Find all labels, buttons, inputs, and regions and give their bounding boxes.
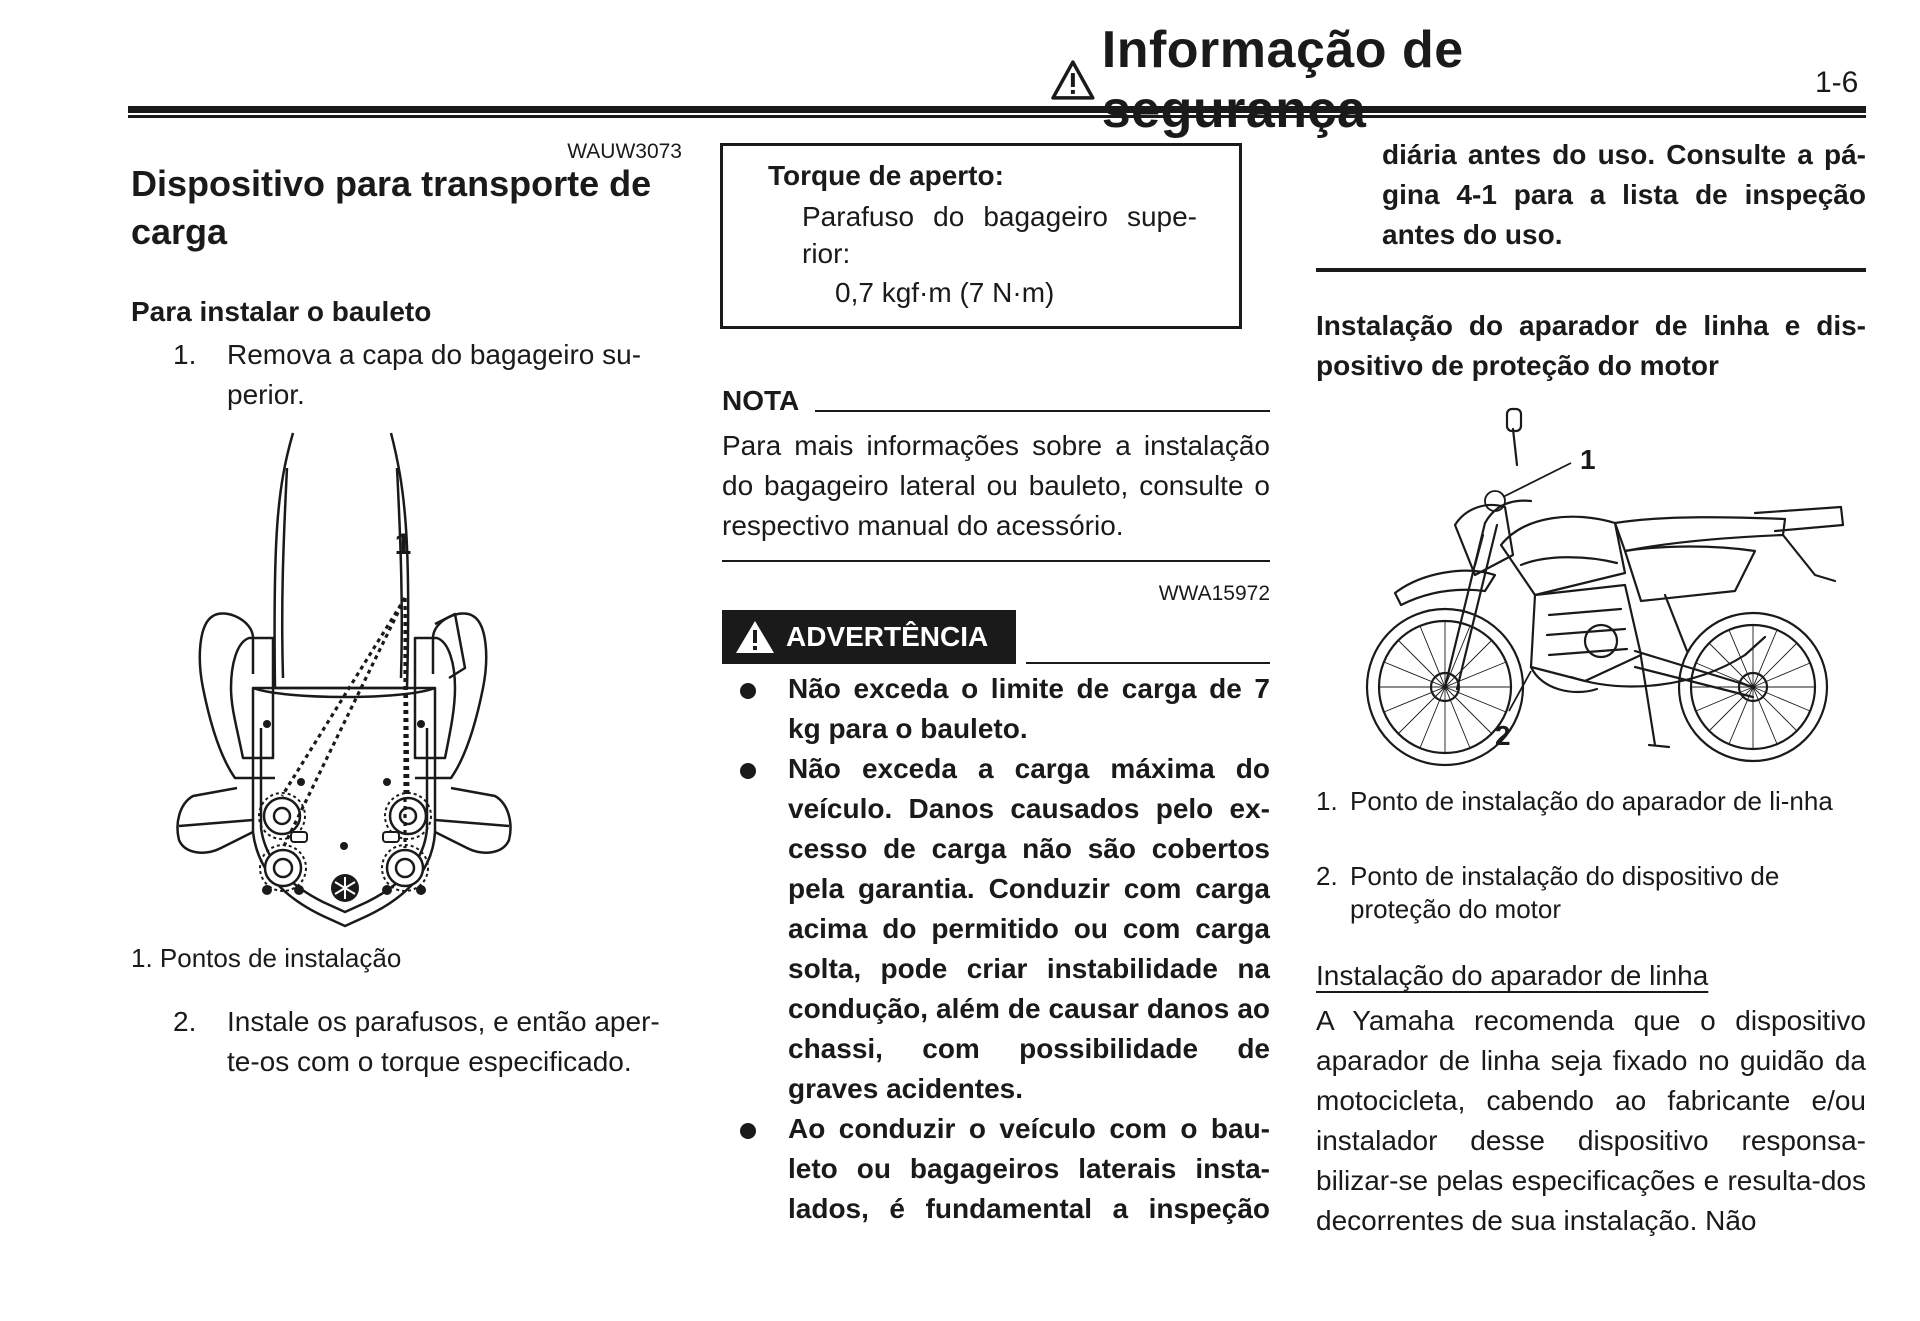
figure-label-1: 1 xyxy=(1580,444,1596,475)
torque-label: Torque de aperto: xyxy=(768,160,1004,191)
step-text-line: perior. xyxy=(227,379,305,410)
figure-caption-2 xyxy=(1316,860,1856,926)
step-text-line: Instale os parafusos, e então aper- xyxy=(227,1006,660,1037)
caption-text: Ponto de instalação do aparador de li-nha xyxy=(1350,786,1833,816)
reference-code: WWA15972 xyxy=(1158,582,1270,605)
subsection-link-heading: Instalação do aparador de linha xyxy=(1316,960,1709,991)
caption-number: 2. xyxy=(1316,861,1338,891)
torque-line: Parafuso do bagageiro supe- xyxy=(802,201,1197,232)
caption-text: Ponto de instalação do dispositivo de proteção do motor xyxy=(1350,861,1780,924)
header-rule-thin xyxy=(128,115,1866,118)
page-header-title xyxy=(1050,21,1740,112)
warning-rule xyxy=(1026,662,1270,664)
bullet-icon xyxy=(740,683,756,699)
note-label: NOTA xyxy=(722,385,800,416)
bullet-icon xyxy=(740,763,756,779)
warning-banner xyxy=(722,610,1016,664)
motorcycle-figure xyxy=(1335,405,1855,777)
warning-label: ADVERTÊNCIA xyxy=(786,621,989,652)
torque-value: 0,7 kgf·m (7 N·m) xyxy=(835,277,1055,308)
warning-item: Não exceda o limite de carga de 7 kg para o bauleto. xyxy=(788,673,1270,744)
section-title: Informação de xyxy=(1101,21,1464,79)
figure-caption-1 xyxy=(1316,785,1856,818)
luggage-carrier-figure xyxy=(165,428,645,940)
page-number: 1-6 xyxy=(1815,66,1859,99)
reference-code: WAUW3073 xyxy=(567,140,682,163)
warning-triangle-icon xyxy=(734,619,776,655)
note-end-rule xyxy=(722,560,1270,562)
figure-label-1: 1 xyxy=(394,528,412,561)
step-text-line: Remova a capa do bagageiro su- xyxy=(227,339,642,370)
step-number: 1. xyxy=(173,339,197,370)
note-rule xyxy=(815,410,1270,412)
figure-caption: 1. Pontos de instalação xyxy=(131,943,402,973)
step-text-line: te-os com o torque especificado. xyxy=(227,1046,632,1077)
figure-label-2: 2 xyxy=(1495,720,1511,751)
section-heading: Dispositivo para transporte de carga xyxy=(131,163,652,252)
subsection-heading: Para instalar o bauleto xyxy=(131,296,432,327)
step-number: 2. xyxy=(173,1006,197,1037)
bullet-icon xyxy=(740,1123,756,1139)
warning-continuation: diária antes do uso. Consulte a pá-gina 4-1 para a lista de inspeção antes do uso. xyxy=(1382,139,1866,250)
body-paragraph: A Yamaha recomenda que o dispositivo aparador de linha seja fixado no guidão da motocicleta, cabendo ao fabricante e/ou instalador desse dispositivo responsa-bilizar-se pelas especificações e resulta-dos decorrentes de sua instalação. Não xyxy=(1316,1005,1866,1236)
subsection-heading: Instalação do aparador de linha e dis-positivo de proteção do motor xyxy=(1316,310,1866,381)
warning-end-rule xyxy=(1316,268,1866,272)
header-rule-thick xyxy=(128,106,1866,113)
note-text: Para mais informações sobre a instalação do bagageiro lateral ou bauleto, consulte o respectivo manual do acessório. xyxy=(722,430,1270,541)
step-1 xyxy=(173,335,693,415)
caption-number: 1. xyxy=(1316,786,1338,816)
warning-triangle-icon xyxy=(1050,58,1096,102)
warning-item: Ao conduzir o veículo com o bau-leto ou bagageiros laterais insta-lados, é fundamental a inspeção xyxy=(788,1113,1270,1224)
step-2 xyxy=(173,1002,693,1082)
torque-line: rior: xyxy=(802,238,851,269)
warning-item: Não exceda a carga máxima do veículo. Danos causados pelo ex-cesso de carga não são cobertos pela garantia. Conduzir com carga acima do permitido ou com carga solta, pode criar instabilidade na condução, além de causar danos ao chassi, com possibilidade de graves acidentes. xyxy=(788,753,1270,1104)
